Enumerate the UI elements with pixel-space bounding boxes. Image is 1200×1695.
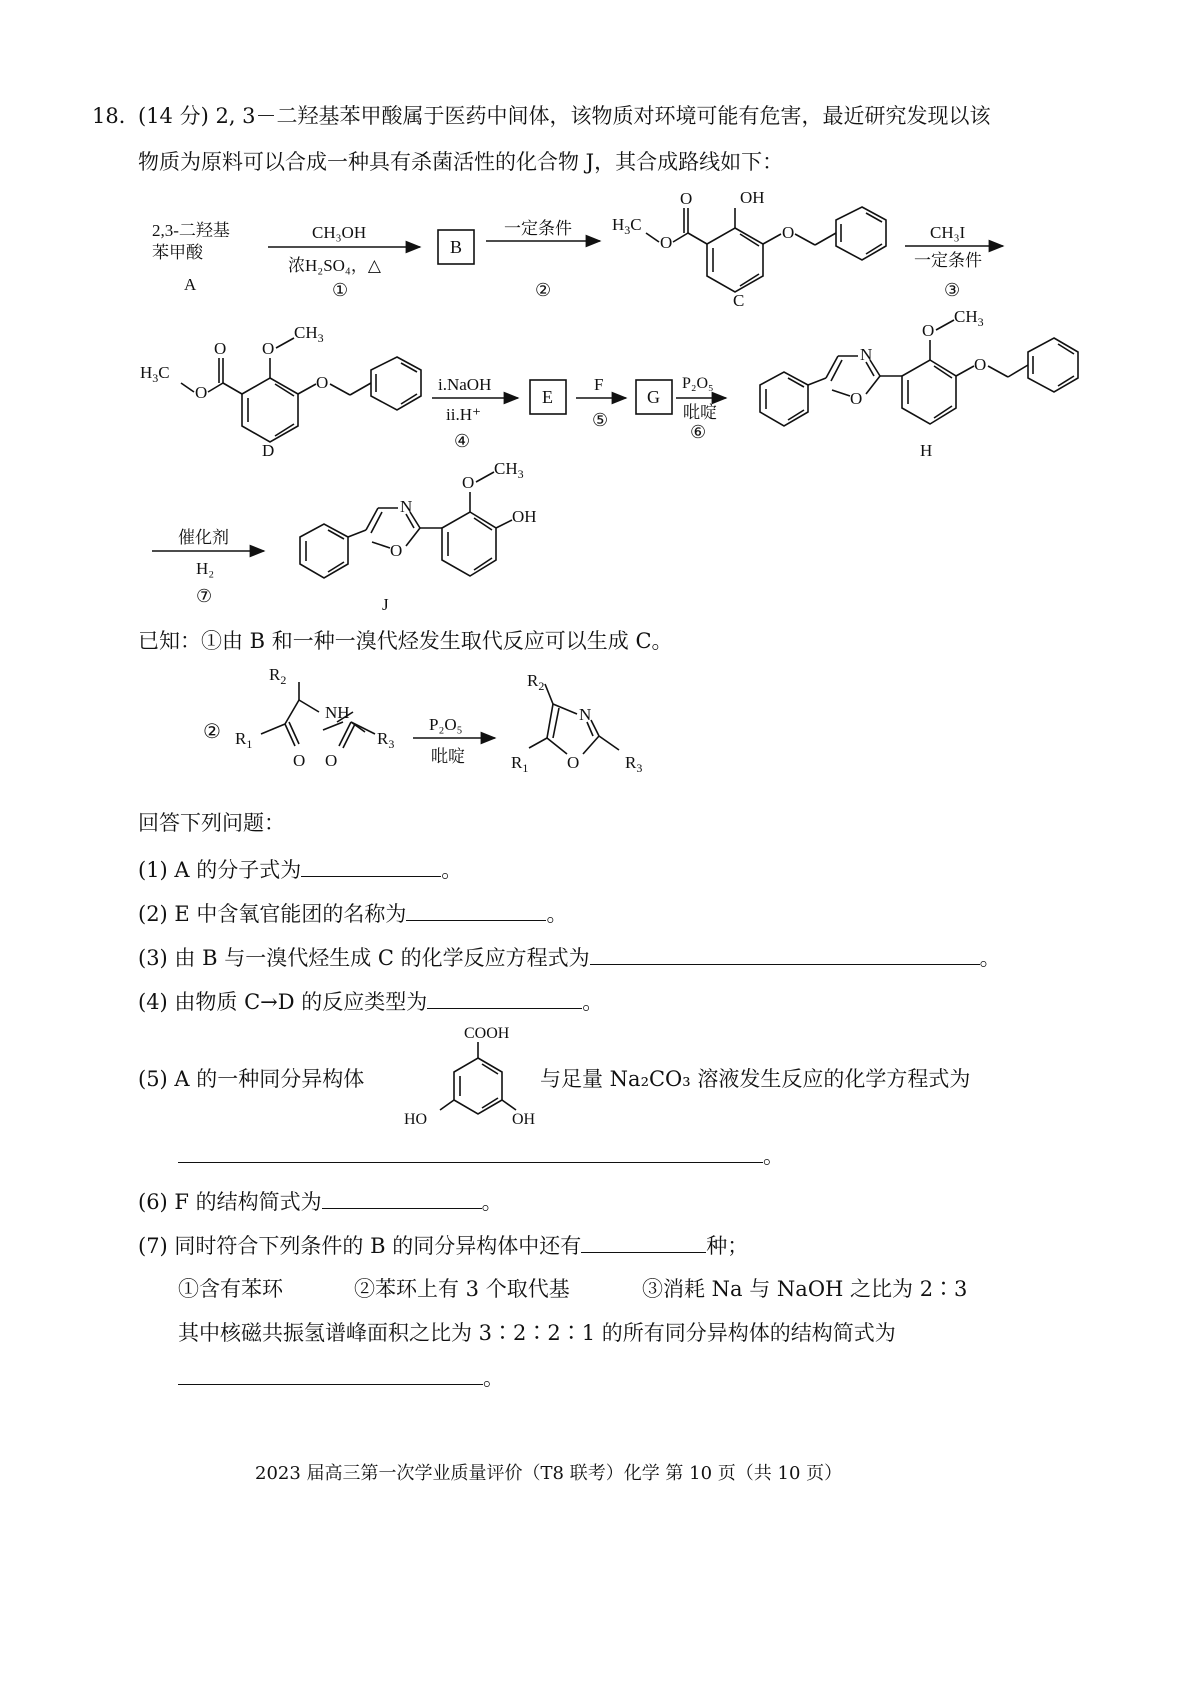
box-b-label: B [450,237,463,257]
svg-text:O: O [293,751,306,770]
svg-text:H3C: $H_3C$ [612,215,642,237]
q7-answer-blank[interactable] [581,1230,706,1253]
box-e-label: E [542,387,553,407]
svg-text:R1: $R_1$ [235,729,253,751]
svg-text:O: O [782,223,795,242]
svg-text:CH3: $CH_3$ [494,459,524,481]
svg-text:O: O [214,339,227,358]
q3-answer-blank[interactable] [590,942,980,965]
question-2: (2) E 中含氧官能团的名称为 。 [138,898,567,929]
svg-text:O: O [316,373,329,392]
step3-number: ③ [944,280,961,300]
answer-header: 回答下列问题： [138,811,285,835]
compound-a-name-1: 2,3-二羟基 [152,221,230,240]
svg-text:R3: $R_3$ [377,729,395,751]
q5-structure [398,1022,548,1132]
box-g-label: G [647,387,660,407]
svg-text:CH3: $CH_3$ [294,323,324,345]
compound-d-label: D [262,441,275,460]
question-3: (3) 由 B 与一溴代烃生成 C 的化学反应方程式为 。 [138,942,1001,973]
step7-reagent: 催化剂 [178,528,229,547]
q5-answer-blank[interactable] [178,1140,763,1163]
step6-reagent: P₂O₅ [682,375,714,392]
svg-text:O: O [195,383,208,402]
svg-text:O: O [390,541,403,560]
compound-h-label: H [920,441,933,460]
step5-reagent: F [594,375,604,394]
svg-text:R1: $R_1$ [511,753,529,775]
question-6: (6) F 的结构简式为 。 [138,1186,503,1217]
step4-reagent: i.NaOH [438,375,492,394]
svg-text:NH: NH [325,703,350,722]
svg-text:COOH: COOH [464,1025,510,1042]
step3-reagent: CH₃I [930,223,966,242]
q7-structure-blank[interactable] [178,1362,483,1385]
svg-text:N: N [860,345,873,364]
known-line1: 已知：①由 B 和一种一溴代烃发生取代反应可以生成 C。 [138,629,673,653]
structure-c [646,207,886,292]
svg-text:R3: $R_3$ [625,753,643,775]
svg-text:O: O [462,473,475,492]
step4-number: ④ [454,431,471,451]
step1-condition: 浓H₂SO₄，△ [288,256,381,275]
svg-text:O: O [680,189,693,208]
known-reagent-bottom: 吡啶 [431,747,465,766]
step5-number: ⑤ [592,410,609,430]
step7-number: ⑦ [196,586,213,606]
compound-a-label: A [184,275,197,294]
known-reaction-2 [195,660,895,800]
q2-answer-blank[interactable] [406,898,546,921]
question-4: (4) 由物质 C→D 的反应类型为 。 [138,986,603,1017]
svg-text:O: O [974,355,987,374]
q7-condition-1: ①含有苯环 [178,1277,283,1301]
svg-text:O: O [850,389,863,408]
svg-text:OH: OH [512,1111,536,1128]
question-stem-line1: (14 分) 2, 3－二羟基苯甲酸属于医药中间体，该物质对环境可能有危害，最近研究发现以该 [138,104,991,128]
q4-answer-blank[interactable] [427,986,582,1009]
svg-text:O: O [262,339,275,358]
compound-a-name-2: 苯甲酸 [152,243,203,262]
structure-h [760,320,1078,426]
question-7: (7) 同时符合下列条件的 B 的同分异构体中还有 种； [138,1230,748,1261]
step1-number: ① [332,280,349,300]
svg-text:N: N [579,705,592,724]
question-number: 18． [92,104,140,128]
step6-number: ⑥ [690,422,707,442]
step1-reagent: CH₃OH [312,223,367,242]
question-1: (1) A 的分子式为 。 [138,854,462,885]
svg-text:H3C: $H_3C$ [140,363,170,385]
q7-line2: 其中核磁共振氢谱峰面积之比为 3∶2∶2∶1 的所有同分异构体的结构简式为 [178,1321,896,1345]
step7-condition: H₂ [196,559,215,578]
structure-j [300,472,512,578]
q7-answer-line: 。 [178,1362,504,1393]
known-reagent-top: P₂O₅ [429,715,463,734]
svg-text:R2: $R_2$ [269,665,287,687]
step2-number: ② [535,280,552,300]
compound-c-label: C [733,291,745,310]
svg-text:O: O [660,233,673,252]
q7-condition-3: ③消耗 Na 与 NaOH 之比为 2∶3 [642,1277,968,1301]
question-5b: 与足量 Na₂CO₃ 溶液发生反应的化学方程式为 [540,1067,971,1091]
q7-condition-2: ②苯环上有 3 个取代基 [354,1277,570,1301]
svg-text:R2: $R_2$ [527,671,545,693]
svg-text:O: O [325,751,338,770]
step3-condition: 一定条件 [914,251,982,270]
step6-condition: 吡啶 [683,403,717,422]
q6-answer-blank[interactable] [322,1186,482,1209]
svg-text:HO: HO [404,1111,428,1128]
svg-text:O: O [922,321,935,340]
question-5a: (5) A 的一种同分异构体 [138,1067,365,1091]
svg-text:OH: OH [512,507,537,526]
page-footer: 2023 届高三第一次学业质量评价（T8 联考）化学 第 10 页（共 10 页） [255,1463,843,1484]
step4-condition: ii.H⁺ [446,405,481,424]
svg-text:OH: OH [740,188,765,207]
q1-answer-blank[interactable] [301,854,441,877]
question-5-answer: 。 [178,1140,784,1171]
known-number-2: ② [203,721,221,743]
question-stem-line2: 物质为原料可以合成一种具有杀菌活性的化合物 J，其合成路线如下： [138,150,784,174]
svg-text:O: O [567,753,580,772]
svg-text:N: N [400,497,413,516]
svg-text:CH3: $CH_3$ [954,307,984,329]
compound-j-label: J [382,595,389,614]
step2-condition: 一定条件 [504,219,572,238]
